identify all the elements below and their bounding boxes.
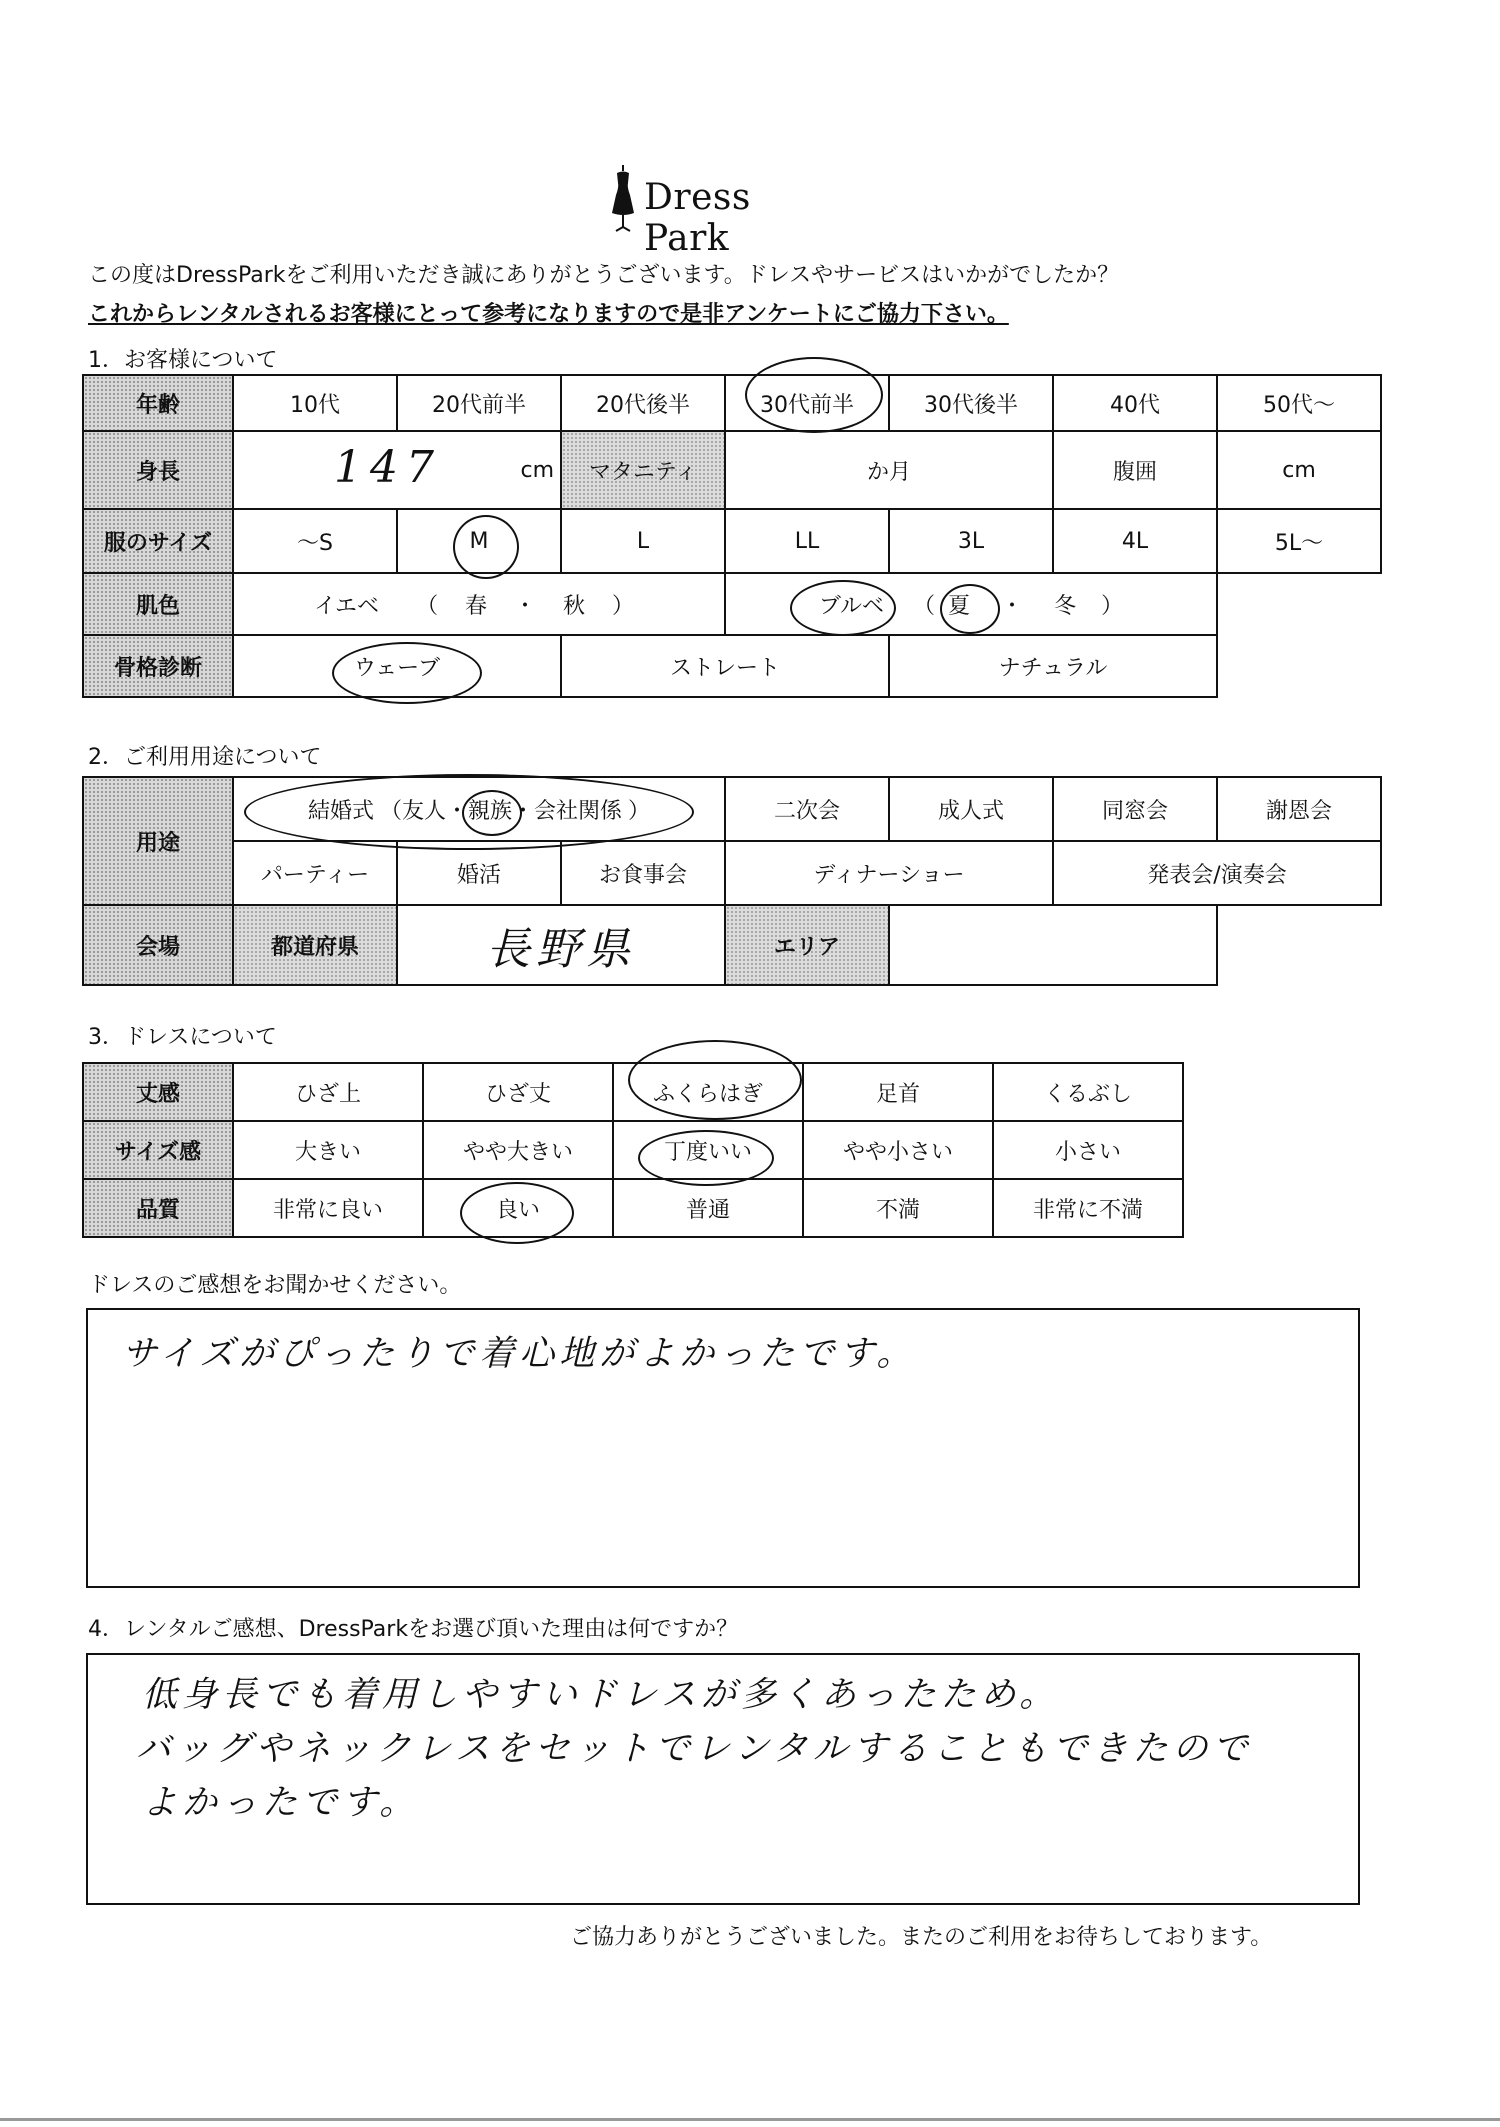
height-value: 147 <box>334 442 442 493</box>
age-option[interactable]: 30代後半 <box>889 375 1053 431</box>
section-3-title: 3．ドレスについて <box>88 1025 277 1050</box>
area-label: エリア <box>725 905 889 985</box>
purpose-table <box>82 776 1382 986</box>
length-label: 丈感 <box>83 1063 233 1121</box>
length-option[interactable]: くるぶし <box>993 1063 1183 1121</box>
quality-option[interactable]: 非常に良い <box>233 1179 423 1237</box>
dress-table <box>82 1062 1184 1238</box>
impressions-prompt: ドレスのご感想をお聞かせください。 <box>88 1273 462 1298</box>
skin-yellow: イエベ <box>313 593 380 619</box>
prefecture-field[interactable] <box>397 905 725 985</box>
quality-label: 品質 <box>83 1179 233 1237</box>
brand-name: Dress Park <box>644 177 751 259</box>
height-field[interactable] <box>233 431 561 509</box>
skin-paren-close: ） <box>1101 593 1124 619</box>
wedding-company: ・会社関係 <box>512 798 623 824</box>
reason-line: バッグやネックレスをセットでレンタルすることもできたので <box>136 1729 1253 1769</box>
skeleton-option-selected[interactable]: ウェーブ <box>233 635 561 697</box>
wedding-paren-close: ） <box>628 798 651 824</box>
age-option[interactable]: 40代 <box>1053 375 1217 431</box>
empty-cell <box>1217 905 1381 985</box>
waist-unit[interactable]: cm <box>1217 431 1381 509</box>
prefecture-label: 都道府県 <box>233 905 397 985</box>
age-label: 年齢 <box>83 375 233 431</box>
size-option-selected[interactable]: M <box>397 509 561 573</box>
quality-option[interactable]: 非常に不満 <box>993 1179 1183 1237</box>
area-field[interactable] <box>889 905 1217 985</box>
scan-edge <box>0 2118 1500 2121</box>
skin-paren-open: （ <box>913 593 936 619</box>
length-option-selected[interactable]: ふくらはぎ <box>613 1063 803 1121</box>
purpose-option[interactable]: 婚活 <box>397 841 561 905</box>
skeleton-label: 骨格診断 <box>83 635 233 697</box>
purpose-option[interactable]: お食事会 <box>561 841 725 905</box>
quality-option[interactable]: 普通 <box>613 1179 803 1237</box>
prefecture-value: 長野県 <box>486 924 636 975</box>
length-option[interactable]: 足首 <box>803 1063 993 1121</box>
section-4-title: 4．レンタルご感想、DressParkをお選び頂いた理由は何ですか？ <box>88 1617 739 1642</box>
empty-cell <box>1217 573 1381 635</box>
purpose-option[interactable]: 謝恩会 <box>1217 777 1381 841</box>
length-option[interactable]: ひざ丈 <box>423 1063 613 1121</box>
quality-option[interactable]: 不満 <box>803 1179 993 1237</box>
size-option[interactable]: L <box>561 509 725 573</box>
reason-line: 低身長でも着用しやすいドレスが多くあったため。 <box>142 1675 1060 1715</box>
size-option[interactable]: 4L <box>1053 509 1217 573</box>
purpose-option[interactable]: パーティー <box>233 841 397 905</box>
age-option[interactable]: 20代後半 <box>561 375 725 431</box>
intro-line-2: これからレンタルされるお客様にとって参考になりますので是非アンケートにご協力下さい。 <box>88 302 1009 327</box>
skeleton-option[interactable]: ナチュラル <box>889 635 1217 697</box>
size-option[interactable]: LL <box>725 509 889 573</box>
size-label: 服のサイズ <box>83 509 233 573</box>
skin-blue-option[interactable] <box>725 573 1217 635</box>
fit-label: サイズ感 <box>83 1121 233 1179</box>
skin-yellow-detail: （ 春 ・ 秋 ） <box>416 593 645 619</box>
intro-line-1: この度はDressParkをご利用いただき誠にありがとうございます。ドレスやサービスはいかがでしたか？ <box>88 263 1120 288</box>
dresspark-logo <box>602 165 842 259</box>
wedding-paren-open: （ <box>379 798 402 824</box>
purpose-option[interactable]: 発表会/演奏会 <box>1053 841 1381 905</box>
fit-option[interactable]: やや小さい <box>803 1121 993 1179</box>
wedding-friend: 友人・ <box>401 798 468 824</box>
empty-cell <box>1217 635 1381 697</box>
height-unit: cm <box>520 458 554 483</box>
reason-answer-box[interactable] <box>86 1653 1360 1905</box>
impressions-answer: サイズがぴったりで着心地がよかったです。 <box>122 1334 917 1374</box>
skin-dot: ・ <box>1001 593 1024 619</box>
age-option-selected[interactable]: 30代前半 <box>725 375 889 431</box>
skin-summer: 夏 <box>948 593 971 619</box>
purpose-option[interactable]: ディナーショー <box>725 841 1053 905</box>
fit-option-selected[interactable]: 丁度いい <box>613 1121 803 1179</box>
impressions-answer-box[interactable] <box>86 1308 1360 1588</box>
purpose-option[interactable]: 二次会 <box>725 777 889 841</box>
skeleton-option[interactable]: ストレート <box>561 635 889 697</box>
skin-winter: 冬 <box>1054 593 1077 619</box>
age-option[interactable]: 50代～ <box>1217 375 1381 431</box>
wedding-relative: 親族 <box>468 798 513 824</box>
purpose-option[interactable]: 同窓会 <box>1053 777 1217 841</box>
venue-label: 会場 <box>83 905 233 985</box>
size-option[interactable]: ～S <box>233 509 397 573</box>
waist-label: 腹囲 <box>1053 431 1217 509</box>
size-option[interactable]: 3L <box>889 509 1053 573</box>
fit-option[interactable]: 大きい <box>233 1121 423 1179</box>
purpose-wedding-option[interactable] <box>233 777 725 841</box>
fit-option[interactable]: やや大きい <box>423 1121 613 1179</box>
quality-option-selected[interactable]: 良い <box>423 1179 613 1237</box>
maternity-months[interactable]: か月 <box>725 431 1053 509</box>
section-2-title: 2．ご利用用途について <box>88 745 322 770</box>
purpose-label: 用途 <box>83 777 233 905</box>
customer-table <box>82 374 1382 698</box>
reason-line: よかったです。 <box>142 1783 420 1823</box>
footer-thanks: ご協力ありがとうございました。またのご利用をお待ちしております。 <box>570 1925 1273 1950</box>
size-option[interactable]: 5L～ <box>1217 509 1381 573</box>
skin-label: 肌色 <box>83 573 233 635</box>
purpose-option[interactable]: 成人式 <box>889 777 1053 841</box>
skin-blue: ブルベ <box>818 593 885 619</box>
skin-yellow-option[interactable] <box>233 573 725 635</box>
dress-form-icon <box>608 165 638 235</box>
maternity-label: マタニティ <box>561 431 725 509</box>
age-option[interactable]: 20代前半 <box>397 375 561 431</box>
height-label: 身長 <box>83 431 233 509</box>
wedding-main: 結婚式 <box>307 798 374 824</box>
fit-option[interactable]: 小さい <box>993 1121 1183 1179</box>
section-1-title: 1．お客様について <box>88 348 278 373</box>
length-option[interactable]: ひざ上 <box>233 1063 423 1121</box>
age-option[interactable]: 10代 <box>233 375 397 431</box>
